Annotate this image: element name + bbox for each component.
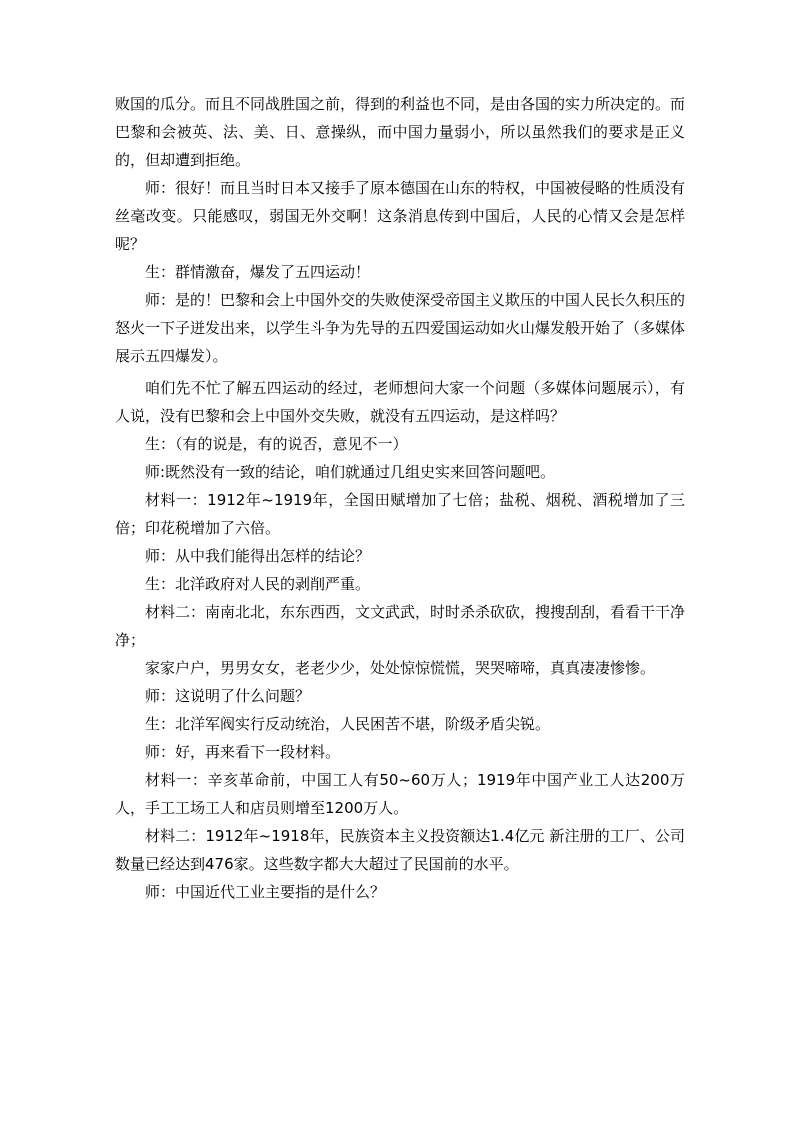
paragraph-14: 生：北洋军阀实行反动统治，人民困苦不堪，阶级矛盾尖锐。 [145,715,551,733]
paragraph-1: 败国的瓜分。而且不同战胜国之前，得到的利益也不同，是由各国的实力所决定的。而巴黎和会被英、法、美、日、意操纵，而中国力量弱小，所以虽然我们的要求是正义的，但却遭到拒绝。 [115,95,686,169]
paragraph-13: 师：这说明了什么问题？ [145,687,311,705]
document-body [115,90,685,906]
paragraph-15: 师：好，再来看下一段材料。 [145,743,341,761]
paragraph-3: 生：群情激奋，爆发了五四运动！ [145,263,371,281]
paragraph-7: 师:既然没有一致的结论，咱们就通过几组史实来回答问题吧。 [145,463,556,481]
paragraph-18: 师：中国近代工业主要指的是什么？ [145,883,386,901]
paragraph-8: 材料一：1912年~1919年，全国田赋增加了七倍；盐税、烟税、酒税增加了三倍；印花税增加了六倍。 [115,491,685,537]
paragraph-5: 咱们先不忙了解五四运动的经过，老师想问大家一个问题（多媒体问题展示），有人说，没有巴黎和会上中国外交失败，就没有五四运动，是这样吗？ [115,379,685,425]
paragraph-10: 生：北洋政府对人民的剥削严重。 [145,575,371,593]
paragraph-2: 师：很好！而且当时日本又接手了原本德国在山东的特权，中国被侵略的性质没有丝毫改变。只能感叹，弱国无外交啊！这条消息传到中国后，人民的心情又会是怎样呢？ [115,179,686,253]
paragraph-6: 生：（有的说是，有的说否，意见不一） [145,435,408,453]
paragraph-4: 师：是的！巴黎和会上中国外交的失败使深受帝国主义欺压的中国人民长久积压的怒火一下子迸发出来，以学生斗争为先导的五四爱国运动如火山爆发般开始了（多媒体展示五四爆发）。 [115,291,686,365]
paragraph-16: 材料一：辛亥革命前，中国工人有50~60万人；1919年中国产业工人达200万人，手工工场工人和店员则增至1200万人。 [115,771,685,817]
paragraph-11: 材料二：南南北北，东东西西，文文武武，时时杀杀砍砍，搜搜刮刮，看看干干净净； [115,603,686,649]
paragraph-12: 家家户户，男男女女，老老少少，处处惊惊慌慌，哭哭啼啼，真真凄凄惨惨。 [145,659,656,677]
paragraph-9: 师：从中我们能得出怎样的结论？ [145,547,371,565]
paragraph-17: 材料二：1912年~1918年，民族资本主义投资额达1.4亿元 新注册的工厂、公司数量已经达到476家。这些数字都大大超过了民国前的水平。 [115,827,685,873]
